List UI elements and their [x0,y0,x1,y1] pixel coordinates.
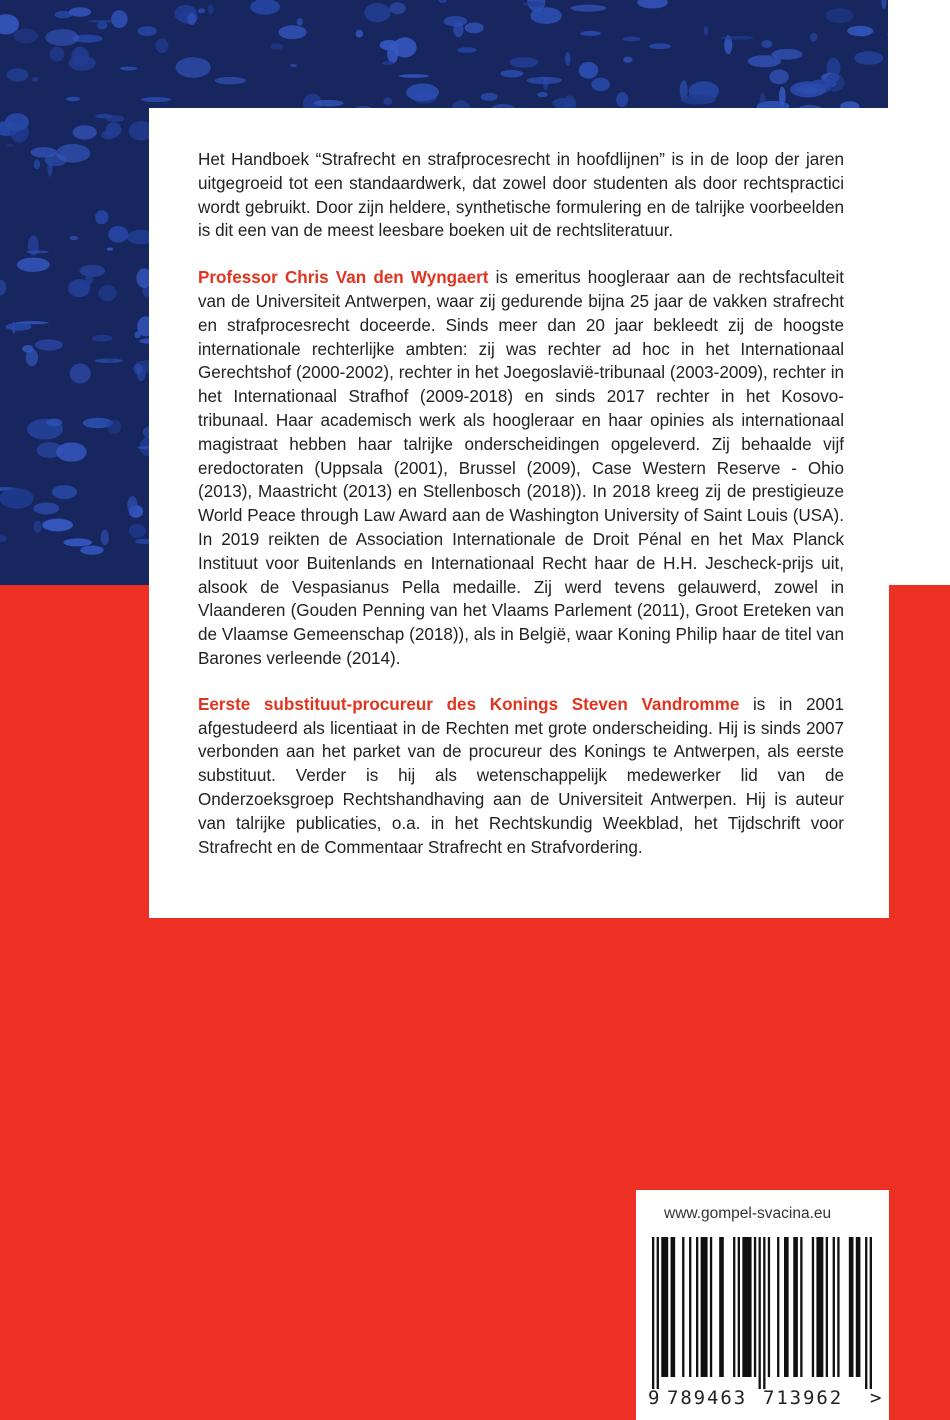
texture-speck [530,7,562,24]
texture-speck [501,70,524,77]
barcode-bar [800,1237,802,1377]
author-name-vandromme: Eerste substituut-procureur des Konings Steven Vandromme [198,694,740,714]
texture-speck [101,131,117,139]
texture-speck [71,47,89,67]
texture-speck [847,26,873,36]
texture-speck [623,57,632,63]
barcode-bar [671,1237,676,1377]
texture-speck [73,125,97,139]
texture-speck [107,358,115,363]
texture-speck [297,18,303,26]
texture-speck [769,69,788,84]
texture-speck [17,258,50,272]
texture-speck [389,2,405,14]
cover-edge-strip [888,0,950,585]
barcode-bar [812,1237,814,1377]
texture-speck [31,147,57,157]
publisher-website[interactable]: www.gompel-svacina.eu [664,1205,832,1222]
barcode-bar [738,1237,740,1377]
barcode-box [636,1190,889,1420]
barcode-bar [701,1237,708,1377]
texture-speck [380,40,399,50]
texture-speck [50,47,65,62]
author-bio-van-den-wyngaert [198,266,844,671]
texture-speck [399,74,430,77]
author-bio-text: is in 2001 afgestudeerd als licentiaat in de Rechten met grote onderscheiding. Hij is sinds 2007 verbonden aan het parket van de procureur des Konings te Antwerpen, als eerste substituut. Verder is hij als wetenschappelijk medewerker lid van de Onderzoeksgroep Rechtshandhaving aan de Universiteit Antwerpen. Hij is auteur van talrijke publicaties, o.a. in het Rechtskundig Weekblad, het Tijdschrift voor Strafrecht en de Commentaar Strafrecht en Strafvordering. [198,694,844,857]
texture-speck [810,33,817,42]
texture-speck [97,21,107,30]
texture-speck [69,7,91,16]
texture-speck [465,22,484,33]
isbn-barcode [652,1237,872,1389]
texture-speck [0,488,34,509]
texture-speck [637,0,668,8]
texture-speck [80,546,104,555]
texture-speck [0,535,7,542]
texture-speck [127,496,137,514]
texture-speck [704,26,708,35]
texture-speck [761,40,772,48]
texture-speck [510,57,539,67]
isbn-quiet-zone-marker: > [870,1387,882,1409]
texture-speck [457,47,476,53]
author-bio-vandromme [198,693,844,860]
texture-speck [70,364,91,384]
texture-speck [383,98,392,106]
barcode-guard-bar [870,1237,872,1389]
author-bio-text: is emeritus hoogleraar aan de rechtsfaculteit van de Universiteit Antwerpen, waar zij gedurende bijna 25 jaar de vakken strafrecht en strafprocesrecht doceerde. Sinds meer dan 20 jaar bekleedt zij de hoogste internationale rechterlijke ambten: zij was rechter ad hoc in het Internationaal Gerechtshof (2000-2002), rechter in het Joegoslavië-tribunaal (2003-2009), rechter in het Internationaal Strafhof (2009-2018) en sinds 2017 rechter in het Kosovo-tribunaal. Haar academisch werk als hoogleraar en haar opinies als internationaal magistraat hebben haar talrijke onderscheidingen opgeleverd. Zij behaalde vijf eredoctoraten (Uppsala (2001), Brussel (2009), Case Western Reserve - Ohio (2013), Maastricht (2013) en Stellenbosch (2018)). In 2018 kreeg zij de prestigieuze World Peace through Law Award aan de Washington University of Saint Louis (USA). In 2019 reikten de Association Internationale de Droit Pénal en het Max Planck Instituut voor Buitenlands en Internationaal Recht haar de H.H. Jescheck-prijs uit, alsook de Vespasianus Pella medaille. Zij werd tevens gelauwerd, zowel in Vlaanderen (Gouden Penning van het Vlaams Parlement (2011), Groot Ereteken van de Vlaamse Gemeenschap (2018)), als in België, waar Koning Philip haar de titel van Barones verleende (2014). [198,268,844,668]
texture-speck [26,250,49,253]
blurb-panel [149,108,889,918]
texture-speck [565,52,570,66]
texture-speck [187,13,196,25]
barcode-guard-bar [652,1237,654,1389]
barcode-bar [682,1237,684,1377]
barcode-bar [689,1237,691,1377]
texture-speck [680,95,715,105]
barcode-bar [826,1237,828,1377]
texture-speck [779,87,786,106]
texture-speck [523,2,544,7]
texture-speck [0,280,6,296]
texture-speck [66,97,80,101]
texture-speck [314,100,344,107]
barcode-bar [856,1237,861,1377]
texture-speck [34,521,42,533]
texture-speck [215,77,246,84]
texture-speck [176,57,211,78]
texture-speck [825,8,853,23]
texture-speck [107,420,122,434]
barcode-bar [793,1237,798,1377]
texture-speck [56,144,90,163]
texture-speck [52,485,77,499]
isbn-left-group: 789463 [667,1387,748,1409]
texture-speck [129,524,146,538]
texture-speck [439,0,447,3]
texture-speck [56,442,86,461]
texture-speck [198,8,206,13]
texture-speck [591,78,610,92]
texture-speck [42,519,73,532]
barcode-bar [833,1237,835,1377]
texture-speck [278,25,306,39]
texture-speck [26,349,38,366]
barcode-bar [837,1237,839,1377]
barcode-guard-bar [763,1237,765,1389]
texture-speck [622,37,641,42]
texture-speck [208,4,214,14]
texture-speck [290,64,297,67]
texture-speck [881,0,886,9]
barcode-bar [849,1237,854,1377]
isbn-right-group: 713962 [763,1387,844,1409]
barcode-bar [777,1237,779,1377]
texture-speck [453,22,463,38]
texture-speck [120,67,137,71]
isbn-number [648,1387,884,1411]
barcode-bar [784,1237,789,1377]
texture-speck [107,248,113,251]
texture-speck [46,419,62,427]
texture-speck [13,29,38,44]
texture-speck [33,502,59,514]
texture-speck [35,339,63,350]
texture-speck [45,29,78,46]
texture-speck [133,364,142,374]
texture-speck [101,530,109,545]
barcode-guard-bar [657,1237,659,1389]
texture-speck [156,38,169,53]
author-name-van-den-wyngaert: Professor Chris Van den Wyngaert [198,268,489,288]
texture-speck [270,43,283,49]
texture-speck [95,210,108,224]
barcode-bar [754,1237,756,1377]
texture-speck [108,226,128,243]
texture-speck [356,30,363,38]
texture-speck [111,10,127,28]
texture-speck [5,323,31,331]
texture-speck [48,159,53,177]
barcode-bar [696,1237,698,1377]
texture-speck [616,92,628,107]
texture-speck [80,265,106,277]
texture-speck [98,285,116,301]
texture-speck [579,62,598,79]
texture-speck [63,538,92,546]
barcode-bar [816,1237,823,1377]
texture-speck [138,26,157,36]
barcode-bar [710,1237,712,1377]
texture-speck [580,31,601,36]
texture-speck [7,68,29,82]
texture-speck [85,275,93,285]
texture-speck [32,77,39,82]
barcode-bar [742,1237,751,1377]
barcode-guard-bar [759,1237,761,1389]
texture-speck [721,36,753,40]
texture-speck [527,77,562,84]
texture-speck [69,236,78,240]
book-description: Het Handboek “Strafrecht en strafprocesrecht in hoofdlijnen” is in de loop der jaren uitgegroeid tot een standaardwerk, dat zowel door studenten als door rechtspractici wordt gebruikt. Door zijn heldere, synthetische formulering en de talrijke voorbeelden is dit een van de meest leesbare boeken uit de rechtsliteratuur. [198,150,844,241]
texture-speck [7,144,13,147]
texture-speck [810,79,837,88]
barcode-bar [719,1237,724,1377]
texture-speck [382,61,394,65]
texture-speck [364,3,390,22]
texture-speck [250,0,280,15]
texture-speck [5,113,29,131]
barcode-bar [661,1237,668,1377]
barcode-bar [768,1237,770,1377]
texture-speck [854,51,883,64]
texture-speck [571,5,606,12]
isbn-first-digit: 9 [648,1387,660,1409]
barcode-guard-bar [865,1237,867,1389]
texture-speck [649,43,671,49]
texture-speck [772,49,803,60]
texture-speck [141,97,172,102]
texture-speck [406,84,439,102]
texture-speck [95,114,112,119]
texture-speck [92,335,113,342]
texture-speck [537,92,548,97]
barcode-bar [733,1237,735,1377]
texture-speck [34,159,40,169]
texture-speck [481,93,498,101]
